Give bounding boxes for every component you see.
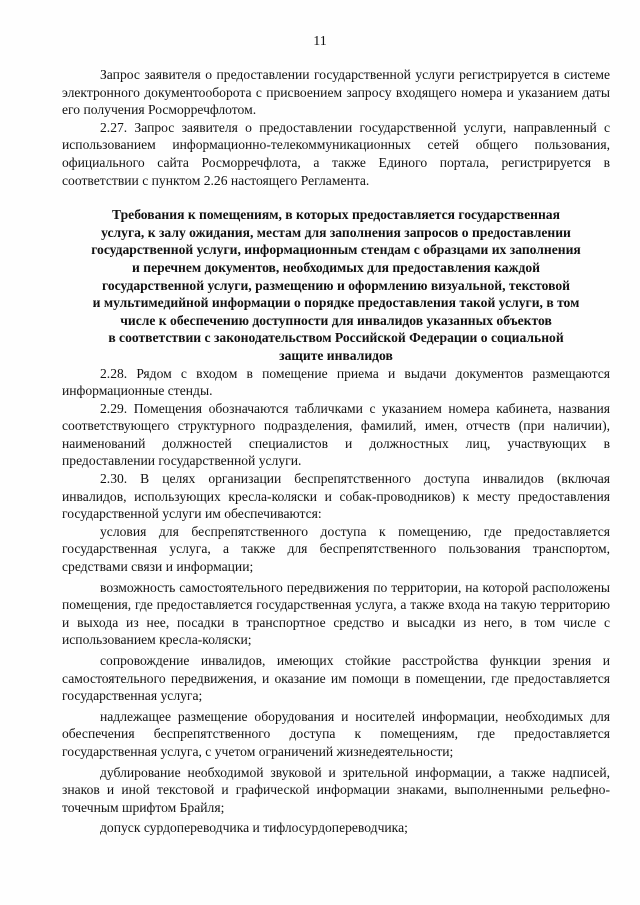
heading-line: услуга, к залу ожидания, местам для заполнения запросов о предоставлении — [101, 224, 571, 240]
list-item-equipment: надлежащее размещение оборудования и носителей информации, необходимых для обеспечения беспрепятственного доступа к помещениям, где предоставляется государственная услуга, с учетом ограничений жизнедеятельности; — [62, 708, 610, 759]
page-number: 11 — [313, 34, 327, 49]
heading-line: и перечнем документов, необходимых для предоставления каждой — [132, 259, 540, 275]
paragraph-registration: Запрос заявителя о предоставлении государственной услуги регистрируется в системе электронного документооборота с присвоением запросу входящего номера и указанием даты его получения Росморречфлотом. — [62, 67, 610, 118]
section-heading — [62, 206, 610, 364]
heading-line: государственной услуги, размещению и оформлению визуальной, текстовой — [102, 277, 570, 293]
paragraph-2-30: 2.30. В целях организации беспрепятственного доступа инвалидов (включая инвалидов, использующих кресла-коляски и собак-проводников) к месту предоставления государственной услуги им обеспечиваются: — [62, 471, 610, 522]
heading-line: защите инвалидов — [279, 347, 393, 363]
heading-line: в соответствии с законодательством Российской Федерации о социальной — [108, 330, 564, 346]
heading-line: Требования к помещениям, в которых предоставляется государственная — [112, 207, 560, 223]
list-item-interpreter: допуск сурдопереводчика и тифлосурдопереводчика; — [100, 820, 408, 836]
list-item-access-conditions: условия для беспрепятственного доступа к помещению, где предоставляется государственная услуга, а также для беспрепятственного пользования транспортом, средствами связи и информации; — [62, 523, 610, 575]
heading-line: и мультимедийной информации о порядке предоставления такой услуги, в том — [92, 295, 580, 311]
paragraph-2-27: 2.27. Запрос заявителя о предоставлении государственной услуги, направленный с использованием информационно-телекоммуникационных сетей общего пользования, официального сайта Росморречфлота, а также Единого портала, регистрируется в соответствии с пунктом 2.26 настоящего Регламента. — [62, 119, 610, 188]
document-body — [62, 66, 610, 837]
list-item-movement: возможность самостоятельного передвижения по территории, на которой расположены помещения, где предоставляется государственная услуга, а также входа на такую территорию и выхода из нее, посадки в транспортное средство и высадки из него, в том числе с использованием кресла-коляски; — [62, 579, 610, 648]
heading-line: государственной услуги, информационным стендам с образцами их заполнения — [91, 242, 581, 258]
heading-line: числе к обеспечению доступности для инвалидов указанных объектов — [120, 312, 552, 328]
list-item-escort: сопровождение инвалидов, имеющих стойкие расстройства функции зрения и самостоятельного передвижения, и оказание им помощи в помещении, где предоставляется государственная услуга; — [62, 653, 610, 704]
paragraph-2-29: 2.29. Помещения обозначаются табличками с указанием номера кабинета, названия соответствующего структурного подразделения, фамилий, имен, отчеств (при наличии), наименований должностей специалистов и должностных лиц, участвующих в предоставлении государственной услуги. — [62, 400, 610, 469]
list-item-braille: дублирование необходимой звуковой и зрительной информации, а также надписей, знаков и иной текстовой и графической информации знаками, выполненными рельефно-точечным шрифтом Брайля; — [62, 764, 610, 815]
paragraph-2-28: 2.28. Рядом с входом в помещение приема и выдачи документов размещаются информационные стенды. — [62, 365, 610, 399]
